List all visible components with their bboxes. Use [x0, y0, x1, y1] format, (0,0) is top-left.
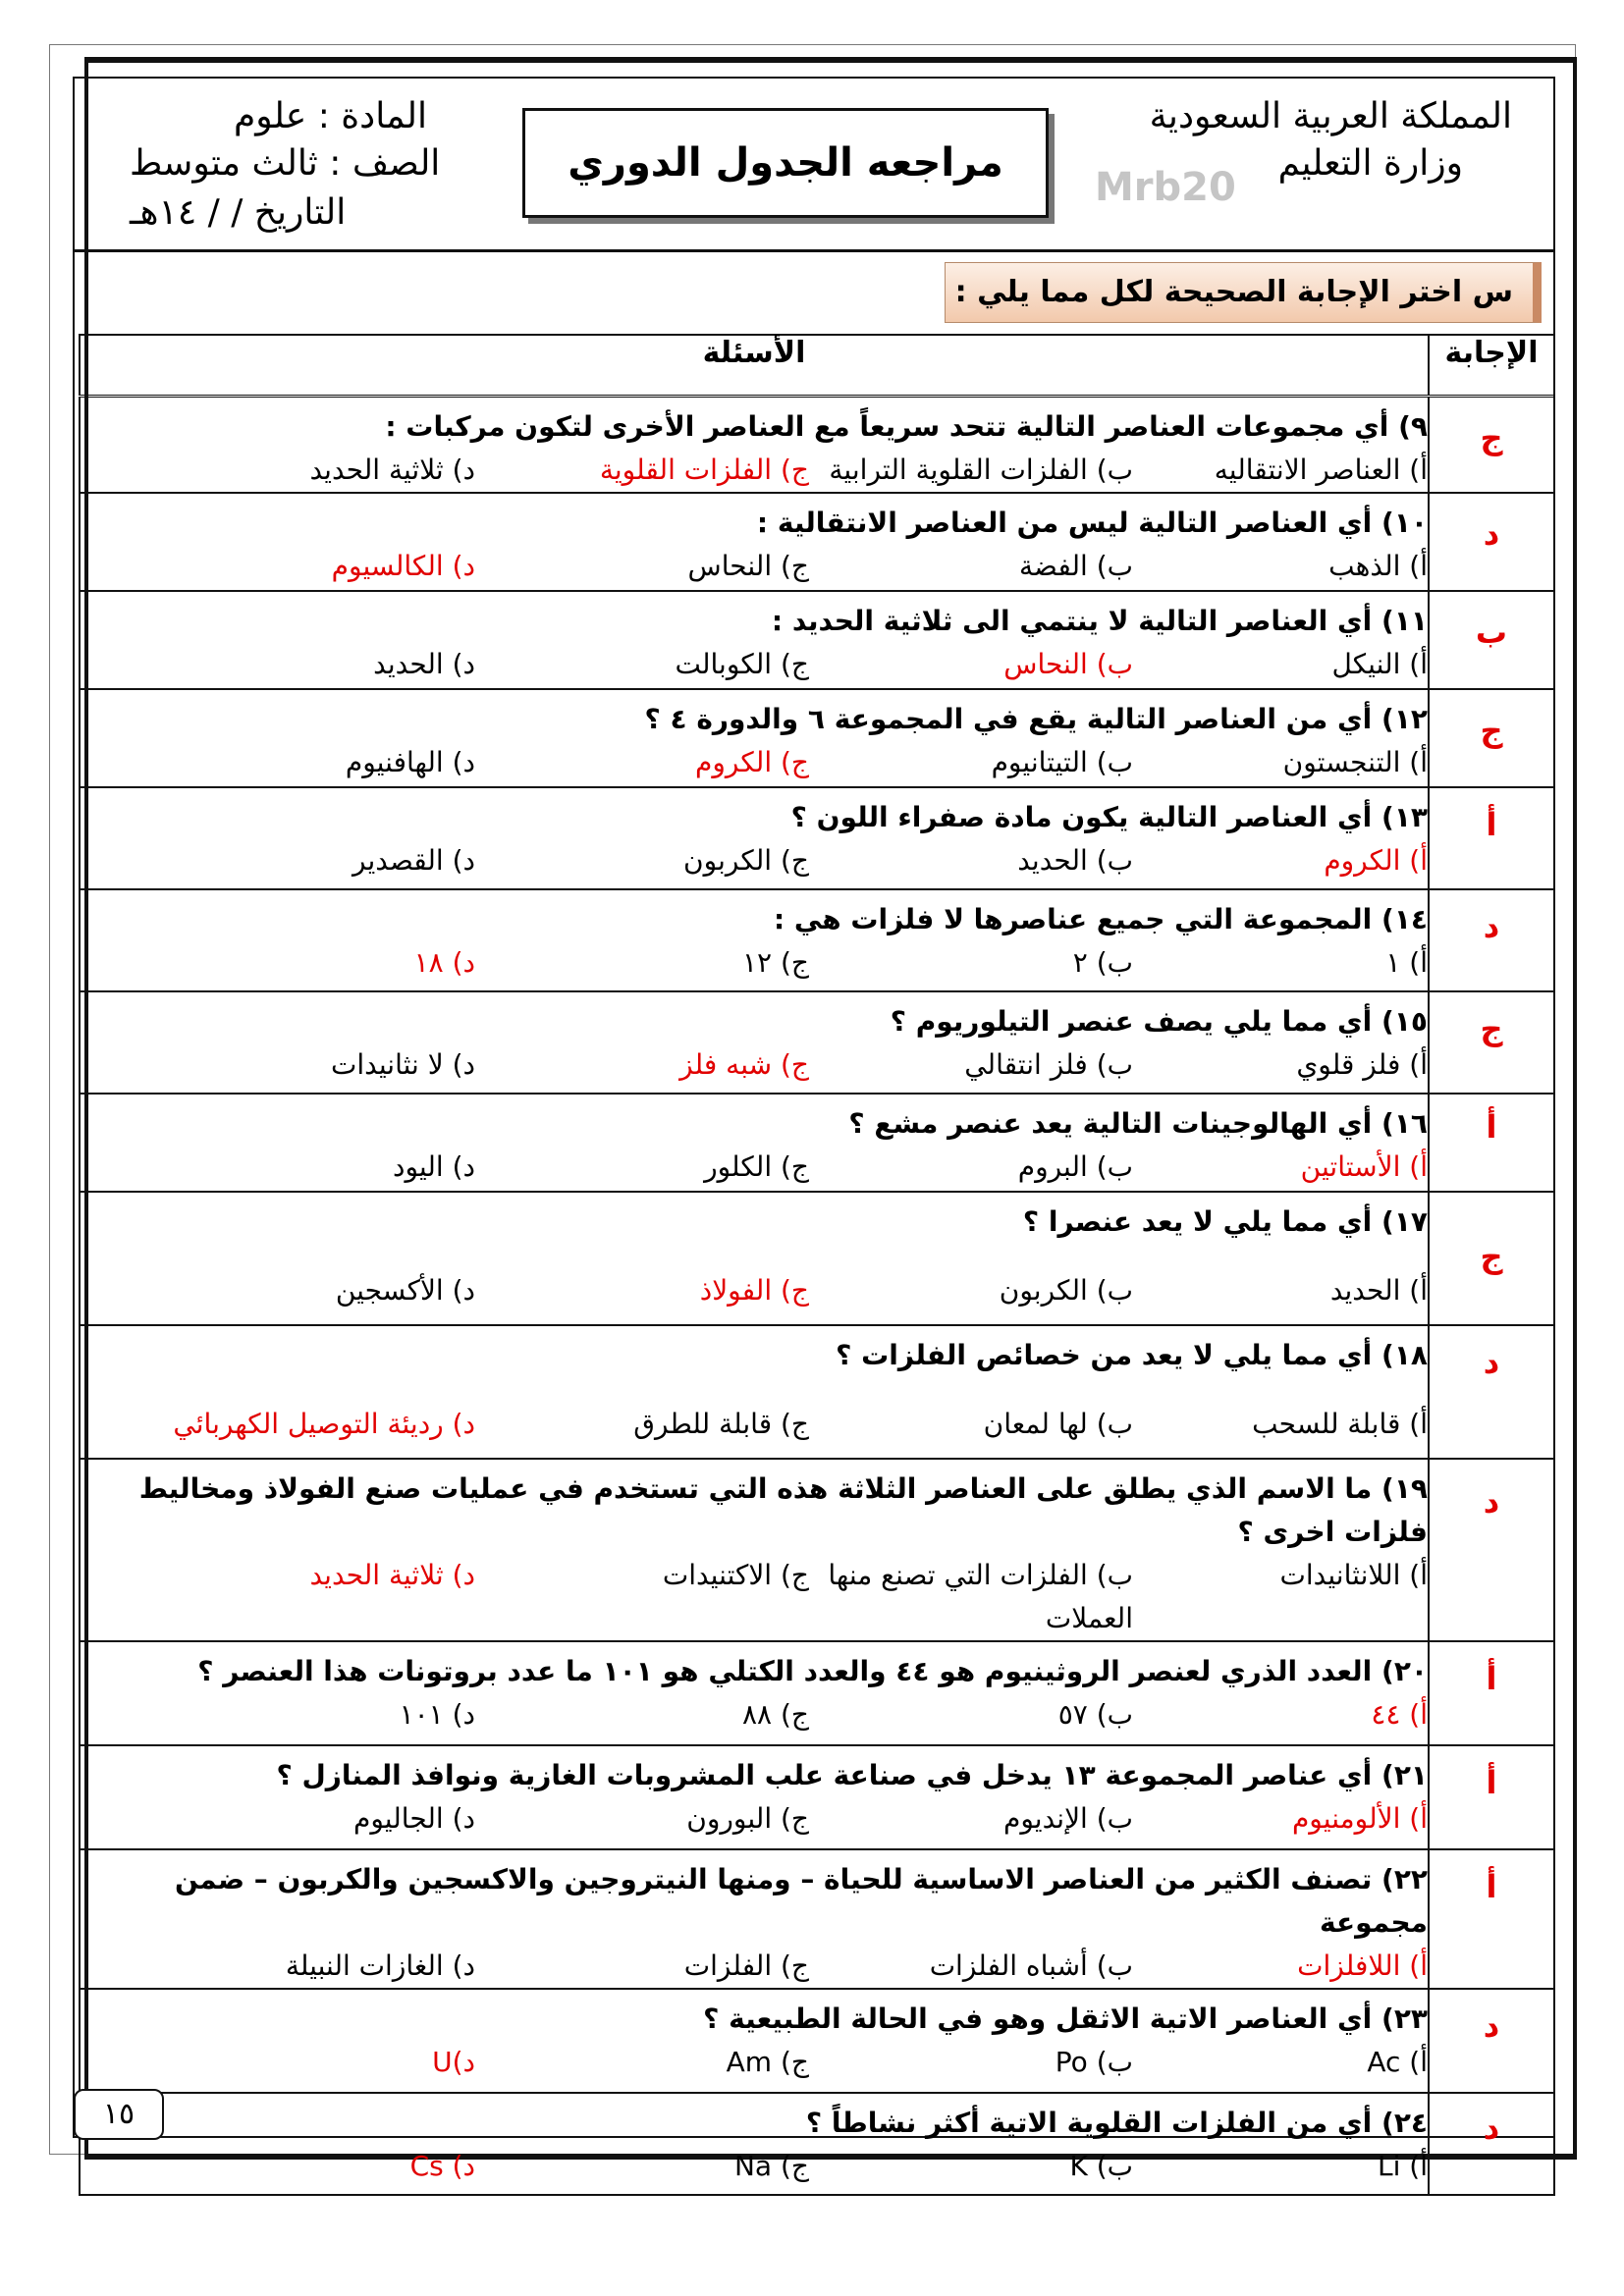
question-text: ٢٠) العدد الذري لعنصر الروثينيوم هو ٤٤ والعدد الكتلي هو ١٠١ ما عدد بروتونات هذا العنصر ؟: [197, 1655, 1428, 1687]
option-d: د) الجاليوم: [353, 1802, 475, 1835]
option-d: د) الهافنيوم: [345, 746, 475, 778]
question-text: ١٣) أي العناصر التالية يكون مادة صفراء اللون ؟: [790, 801, 1428, 833]
page-title: مراجعه الجدول الدوري: [522, 108, 1049, 218]
instruction-banner: س اختر الإجابة الصحيحة لكل مما يلي :: [945, 262, 1542, 323]
options-row: [81, 1043, 1428, 1087]
answer-cell: أ: [1429, 787, 1554, 889]
question-row: [80, 689, 1554, 787]
answer-cell: د: [1429, 2093, 1554, 2195]
options-row: [81, 839, 1428, 882]
option-c: ج) الفلزات القلوية: [599, 454, 809, 486]
subject-label: المادة : علوم: [234, 96, 427, 136]
options-row: [81, 1269, 1428, 1312]
option-a: أ) التنجستون: [1282, 746, 1428, 778]
option-c: ج) الاكتنيدات: [662, 1559, 809, 1591]
option-c: ج) قابلة للطرق: [633, 1408, 809, 1440]
question-cell: [80, 991, 1429, 1094]
question-text: ١٩) ما الاسم الذي يطلق على العناصر الثلاثة هذه التي تستخدم في عمليات صنع الفولاذ ومخاليط فلزات اخرى ؟: [138, 1472, 1428, 1548]
option-b: ب) الإنديوم: [1002, 1802, 1133, 1835]
options-row: [81, 643, 1428, 686]
question-cell: [80, 1459, 1429, 1641]
question-row: [80, 397, 1554, 494]
option-a: أ) ٤٤: [1371, 1698, 1428, 1731]
question-cell: [80, 1192, 1429, 1325]
option-a: أ) الألومنيوم: [1291, 1802, 1428, 1835]
option-c: ج) ١٢: [742, 946, 809, 979]
options-row: [81, 1146, 1428, 1189]
question-text: ١٦) أي الهالوجينات التالية يعد عنصر مشع ؟: [848, 1107, 1428, 1140]
watermark: Mrb20: [1095, 165, 1236, 210]
answer-cell: ج: [1429, 1192, 1554, 1325]
options-row: [81, 1403, 1428, 1446]
option-a: أ) ١: [1385, 946, 1428, 979]
question-text: ١٠) أي العناصر التالية ليس من العناصر الانتقالية :: [756, 507, 1428, 539]
question-cell: [80, 1745, 1429, 1849]
option-d: د)U: [432, 2046, 475, 2078]
option-d: د) ثلاثية الحديد: [309, 454, 475, 486]
question-text: ٩) أي مجموعات العناصر التالية تتحد سريعاً مع العناصر الأخرى لتكون مركبات :: [385, 410, 1428, 443]
option-a: أ) الحديد: [1329, 1274, 1428, 1307]
question-row: [80, 889, 1554, 991]
option-a: أ) اللانثانيدات: [1279, 1559, 1428, 1591]
option-a: أ) العناصر الانتقاليه: [1214, 454, 1428, 486]
options-row: [81, 2041, 1428, 2084]
option-b: ب) الفضة: [1019, 550, 1133, 582]
answer-cell: د: [1429, 493, 1554, 591]
option-c: ج) الكربون: [683, 844, 809, 877]
options-row: [81, 1693, 1428, 1736]
option-a: أ) قابلة للسحب: [1252, 1408, 1428, 1440]
options-row: [81, 1797, 1428, 1841]
option-d: د) ١٨: [413, 946, 475, 979]
option-d: د) ثلاثية الحديد: [309, 1559, 475, 1591]
question-cell: [80, 1641, 1429, 1745]
option-c: ج) البورون: [686, 1802, 809, 1835]
option-d: د) رديئة التوصيل الكهربائي: [173, 1408, 475, 1440]
question-cell: [80, 591, 1429, 689]
option-c: ج) النحاس: [687, 550, 809, 582]
question-text: ٢٣) أي العناصر الاتية الاثقل وهو في الحالة الطبيعية ؟: [703, 2002, 1428, 2035]
option-d: د) Cs: [409, 2150, 475, 2182]
answer-header: الإجابة: [1429, 335, 1554, 397]
question-text: ٢١) أي عناصر المجموعة ١٣ يدخل في صناعة علب المشروبات الغازية ونوافذ المنازل ؟: [276, 1759, 1428, 1791]
option-b: ب) فلز انتقالي: [964, 1048, 1133, 1081]
option-a: أ) الكروم: [1324, 844, 1428, 877]
answer-cell: د: [1429, 1989, 1554, 2093]
question-row: [80, 2093, 1554, 2195]
question-row: [80, 1459, 1554, 1641]
option-c: ج) شبه فلز: [679, 1048, 809, 1081]
question-text: ١٧) أي مما يلي لا يعد عنصرا ؟: [1022, 1205, 1428, 1238]
question-text: ١٨) أي مما يلي لا يعد من خصائص الفلزات ؟: [836, 1339, 1428, 1371]
answer-cell: د: [1429, 889, 1554, 991]
page-number: ١٥: [74, 2089, 164, 2140]
option-b: ب) الفلزات التي تصنع منها العملات: [828, 1559, 1133, 1634]
answer-cell: د: [1429, 1459, 1554, 1641]
option-d: د) الحديد: [373, 648, 475, 680]
question-cell: [80, 1325, 1429, 1459]
options-row: [81, 741, 1428, 784]
option-a: أ) Li: [1378, 2150, 1428, 2182]
options-row: [81, 1945, 1428, 1988]
question-text: ٢٤) أي من الفلزات القلوية الاتية أكثر نشاطاً ؟: [805, 2107, 1428, 2139]
option-d: د) الأكسجين: [335, 1274, 475, 1307]
question-text: ١٥) أي مما يلي يصف عنصر التيلوريوم ؟: [890, 1005, 1428, 1038]
question-row: [80, 787, 1554, 889]
answer-cell: أ: [1429, 1641, 1554, 1745]
option-b: ب) Po: [1055, 2046, 1133, 2078]
question-row: [80, 1325, 1554, 1459]
answer-cell: ج: [1429, 991, 1554, 1094]
answer-cell: ج: [1429, 397, 1554, 494]
option-b: ب) K: [1069, 2150, 1133, 2182]
option-d: د) اليود: [393, 1150, 475, 1183]
option-b: ب) لها لمعان: [983, 1408, 1133, 1440]
question-cell: [80, 1849, 1429, 1989]
question-row: [80, 1989, 1554, 2093]
option-a: أ) فلز قلوي: [1296, 1048, 1428, 1081]
options-row: [81, 1554, 1428, 1640]
question-text: ١٢) أي من العناصر التالية يقع في المجموعة ٦ والدورة ٤ ؟: [644, 703, 1428, 735]
options-row: [81, 2145, 1428, 2188]
options-row: [81, 449, 1428, 492]
option-b: ب) ٢: [1072, 946, 1133, 979]
question-cell: [80, 493, 1429, 591]
option-b: ب) الفلزات القلوية الترابية: [829, 454, 1133, 486]
option-c: ج) الكروم: [695, 746, 809, 778]
option-d: د) الغازات النبيلة: [285, 1949, 475, 1982]
question-cell: [80, 397, 1429, 494]
option-a: أ) Ac: [1367, 2046, 1428, 2078]
question-row: [80, 1849, 1554, 1989]
question-row: [80, 1745, 1554, 1849]
grade-label: الصف : ثالث متوسط: [130, 143, 441, 184]
question-row: [80, 1192, 1554, 1325]
header-divider: [73, 249, 1555, 252]
question-text: ٢٢) تصنف الكثير من العناصر الاساسية للحياة – ومنها النيتروجين والاكسجين والكربون – ضمن مجموعة: [174, 1863, 1428, 1939]
option-c: ج) Am: [726, 2046, 809, 2078]
answer-cell: أ: [1429, 1849, 1554, 1989]
question-row: [80, 991, 1554, 1094]
option-c: ج) الكلور: [704, 1150, 809, 1183]
option-a: أ) الأستاتين: [1300, 1150, 1428, 1183]
question-cell: [80, 689, 1429, 787]
question-row: [80, 493, 1554, 591]
answer-cell: ب: [1429, 591, 1554, 689]
option-b: ب) البروم: [1017, 1150, 1133, 1183]
option-b: ب) النحاس: [1003, 648, 1133, 680]
question-text: ١٤) المجموعة التي جميع عناصرها لا فلزات هي :: [773, 903, 1428, 935]
answer-cell: أ: [1429, 1094, 1554, 1192]
option-b: ب) أشباه الفلزات: [929, 1949, 1133, 1982]
questions-header: الأسئلة: [80, 335, 1429, 397]
ministry-label: وزارة التعليم: [1277, 143, 1463, 184]
answer-cell: ج: [1429, 689, 1554, 787]
date-label: التاريخ / / ١٤هـ: [130, 192, 347, 233]
option-c: ج) الكوبالت: [675, 648, 809, 680]
options-row: [81, 545, 1428, 588]
question-cell: [80, 1989, 1429, 2093]
option-b: ب) الحديد: [1017, 844, 1133, 877]
questions-table: [79, 334, 1555, 2196]
option-d: د) الكالسيوم: [331, 550, 475, 582]
question-cell: [80, 787, 1429, 889]
option-d: د) ١٠١: [399, 1698, 475, 1731]
option-a: أ) اللافلزات: [1297, 1949, 1428, 1982]
option-c: ج) الفلزات: [683, 1949, 809, 1982]
question-row: [80, 591, 1554, 689]
options-row: [81, 941, 1428, 985]
question-row: [80, 1094, 1554, 1192]
option-a: أ) الذهب: [1328, 550, 1428, 582]
question-text: ١١) أي العناصر التالية لا ينتمي الى ثلاثية الحديد :: [771, 605, 1428, 637]
option-c: ج) ٨٨: [742, 1698, 809, 1731]
question-row: [80, 1641, 1554, 1745]
option-a: أ) النيكل: [1331, 648, 1428, 680]
question-cell: [80, 1094, 1429, 1192]
question-cell: [80, 2093, 1429, 2195]
answer-cell: أ: [1429, 1745, 1554, 1849]
option-d: د) لا نثانيدات: [330, 1048, 475, 1081]
question-cell: [80, 889, 1429, 991]
option-b: ب) ٥٧: [1057, 1698, 1133, 1731]
option-d: د) القصدير: [352, 844, 475, 877]
option-c: ج) الفولاذ: [699, 1274, 809, 1307]
answer-cell: د: [1429, 1325, 1554, 1459]
country-label: المملكة العربية السعودية: [1149, 96, 1512, 136]
option-c: ج) Na: [733, 2150, 809, 2182]
option-b: ب) التيتانيوم: [991, 746, 1133, 778]
option-b: ب) الكربون: [999, 1274, 1133, 1307]
